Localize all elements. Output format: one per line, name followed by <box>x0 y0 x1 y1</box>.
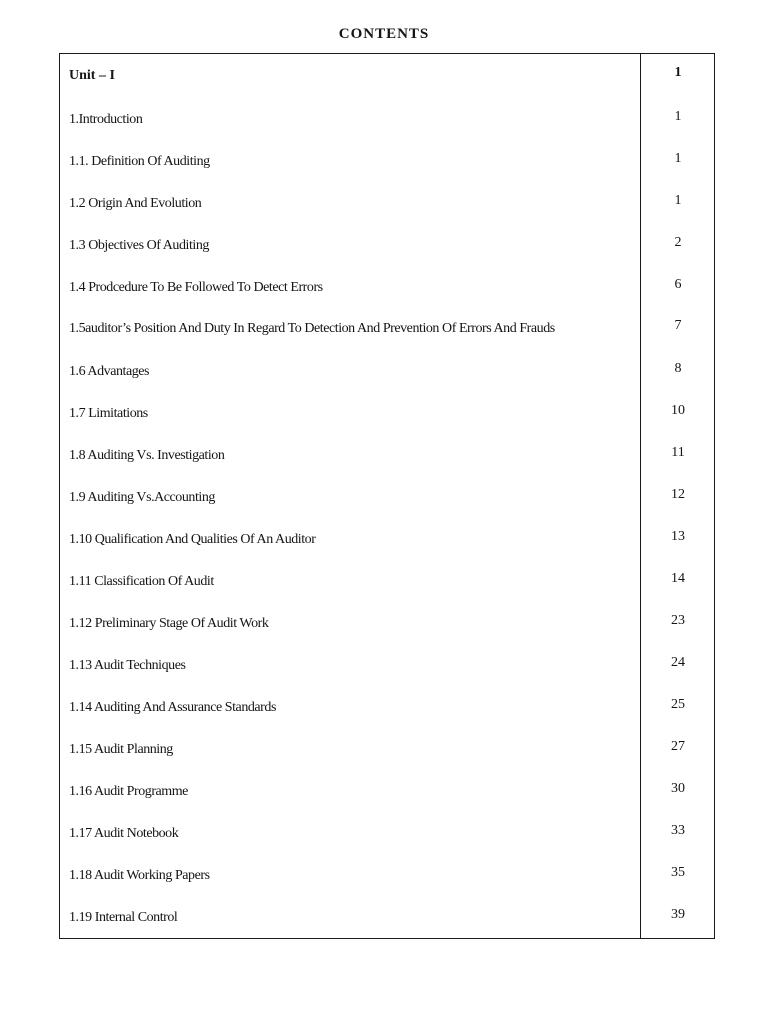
toc-page-number: 35 <box>671 865 685 880</box>
toc-entry-title: 1.13 Audit Techniques <box>69 658 186 673</box>
toc-entry-title: 1.8 Auditing Vs. Investigation <box>69 448 225 463</box>
toc-row <box>60 738 714 762</box>
toc-row <box>60 864 714 888</box>
toc-page-number: 8 <box>674 361 682 376</box>
toc-page-number: 14 <box>671 571 685 586</box>
toc-entry-title: 1.3 Objectives Of Auditing <box>69 238 209 253</box>
toc-page-number: 30 <box>671 781 685 796</box>
toc-entry-title: 1.16 Audit Programme <box>69 784 188 799</box>
toc-row <box>60 192 714 216</box>
toc-row <box>60 570 714 594</box>
toc-row <box>60 317 714 341</box>
toc-row <box>60 234 714 258</box>
toc-page-number: 2 <box>674 235 682 250</box>
toc-page-number: 1 <box>674 151 682 166</box>
toc-row <box>60 780 714 804</box>
toc-row <box>60 276 714 300</box>
table-of-contents <box>59 53 715 939</box>
page-title: CONTENTS <box>338 26 430 42</box>
toc-entry-title: 1.1. Definition Of Auditing <box>69 154 210 169</box>
toc-row <box>60 528 714 552</box>
toc-entry-title: 1.19 Internal Control <box>69 910 178 925</box>
toc-row <box>60 108 714 132</box>
toc-page-number: 33 <box>671 823 685 838</box>
toc-entry-title: 1.7 Limitations <box>69 406 148 421</box>
toc-page-number: 11 <box>671 445 685 460</box>
toc-entry-title: 1.15 Audit Planning <box>69 742 173 757</box>
toc-entry-title: 1.Introduction <box>69 112 143 127</box>
toc-row <box>60 402 714 426</box>
toc-row <box>60 906 714 930</box>
toc-page-number: 12 <box>671 487 685 502</box>
toc-page-number: 1 <box>674 193 682 208</box>
toc-entry-title: 1.18 Audit Working Papers <box>69 868 210 883</box>
toc-unit-row <box>60 64 714 88</box>
toc-page-number: 1 <box>674 109 682 124</box>
toc-row <box>60 444 714 468</box>
toc-row <box>60 360 714 384</box>
unit-title: Unit – I <box>69 68 115 83</box>
toc-page-number: 7 <box>674 318 682 333</box>
toc-page-number: 39 <box>671 907 685 922</box>
toc-entry-title: 1.2 Origin And Evolution <box>69 196 202 211</box>
toc-page-number: 25 <box>671 697 685 712</box>
toc-page-number: 24 <box>671 655 685 670</box>
toc-entry-title: 1.5auditor’s Position And Duty In Regard To Detection And Prevention Of Errors And Frauds <box>69 321 555 336</box>
toc-row <box>60 822 714 846</box>
toc-row <box>60 654 714 678</box>
toc-page-number: 23 <box>671 613 685 628</box>
toc-entry-title: 1.4 Prodcedure To Be Followed To Detect Errors <box>69 280 323 295</box>
toc-page-number: 27 <box>671 739 685 754</box>
toc-entry-title: 1.6 Advantages <box>69 364 150 379</box>
toc-entry-title: 1.14 Auditing And Assurance Standards <box>69 700 276 715</box>
toc-entry-title: 1.9 Auditing Vs.Accounting <box>69 490 215 505</box>
toc-row <box>60 486 714 510</box>
toc-page-number: 13 <box>671 529 685 544</box>
toc-entry-title: 1.12 Preliminary Stage Of Audit Work <box>69 616 269 631</box>
unit-page-number: 1 <box>674 65 682 80</box>
toc-page-number: 6 <box>674 277 682 292</box>
toc-row <box>60 150 714 174</box>
toc-entry-title: 1.10 Qualification And Qualities Of An Auditor <box>69 532 316 547</box>
toc-row <box>60 696 714 720</box>
toc-row <box>60 612 714 636</box>
toc-entry-title: 1.17 Audit Notebook <box>69 826 179 841</box>
toc-entry-title: 1.11 Classification Of Audit <box>69 574 214 589</box>
toc-page-number: 10 <box>671 403 685 418</box>
